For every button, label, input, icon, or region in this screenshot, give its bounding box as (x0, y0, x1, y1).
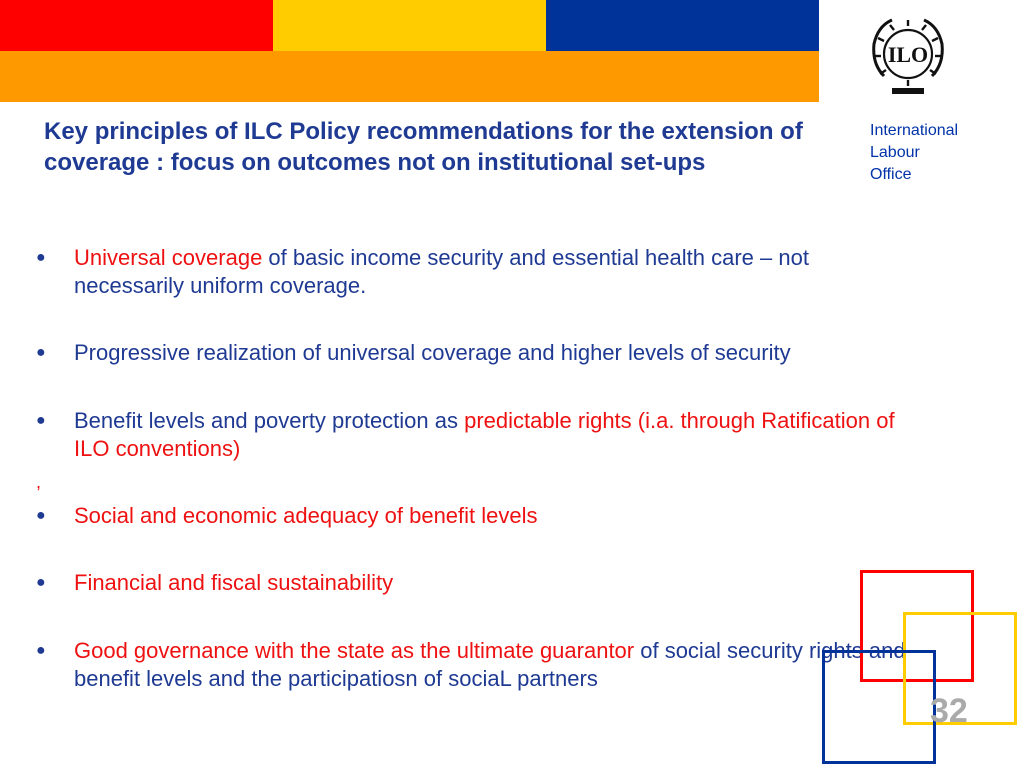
org-name-line2: Labour (870, 144, 920, 161)
bullet-icon: ● (36, 344, 46, 361)
header-band-blue (546, 0, 819, 51)
bullet-icon: ● (36, 642, 46, 659)
organization-name (870, 120, 1010, 186)
bullet-icon: ● (36, 249, 46, 266)
bullet-item (36, 244, 916, 300)
bullet-text: Progressive realization of universal coverage and higher levels of security (74, 340, 791, 365)
bullet-text (74, 244, 916, 300)
bullet-rest: of basic income security and essential health care – not necessarily uniform coverage. (74, 245, 809, 298)
header-band-red (0, 0, 273, 51)
bullet-highlight: Universal coverage (74, 245, 263, 270)
bullet-item (36, 569, 916, 597)
bullet-highlight: predictable rights (i.a. through Ratification of ILO conventions) (74, 408, 895, 461)
page-number: 32 (930, 692, 968, 730)
logo-text: ILO (887, 42, 929, 67)
bullet-rest: of social security rights and benefit levels and the participatiosn of sociaL partners (74, 638, 906, 691)
org-name-line3: Office (870, 166, 912, 183)
decorative-square-blue (822, 650, 936, 764)
bullet-item (36, 407, 916, 463)
header-band-yellow (273, 0, 546, 51)
bullet-text (74, 637, 916, 693)
bullet-icon: ● (36, 507, 46, 524)
bullet-highlight: Social and economic adequacy of benefit levels (74, 503, 538, 528)
bullet-lead: Benefit levels and poverty protection as (74, 408, 465, 433)
slide-title: Key principles of ILC Policy recommendations for the extension of coverage : focus on outcomes not on institutional set-ups (44, 118, 803, 176)
bullet-highlight: Good governance with the state as the ultimate guarantor (74, 638, 635, 663)
bullet-icon: ● (36, 412, 46, 429)
bullet-item (36, 502, 916, 530)
bullet-item (36, 637, 916, 693)
org-name-line1: International (870, 122, 959, 139)
bullet-highlight: Financial and fiscal sustainability (74, 570, 394, 595)
header-band-orange (0, 51, 819, 102)
bullet-icon: ● (36, 574, 46, 591)
stray-comma: , (36, 472, 42, 492)
ilo-logo-icon (858, 14, 958, 100)
bullet-text (74, 407, 916, 463)
bullet-item (36, 339, 916, 367)
